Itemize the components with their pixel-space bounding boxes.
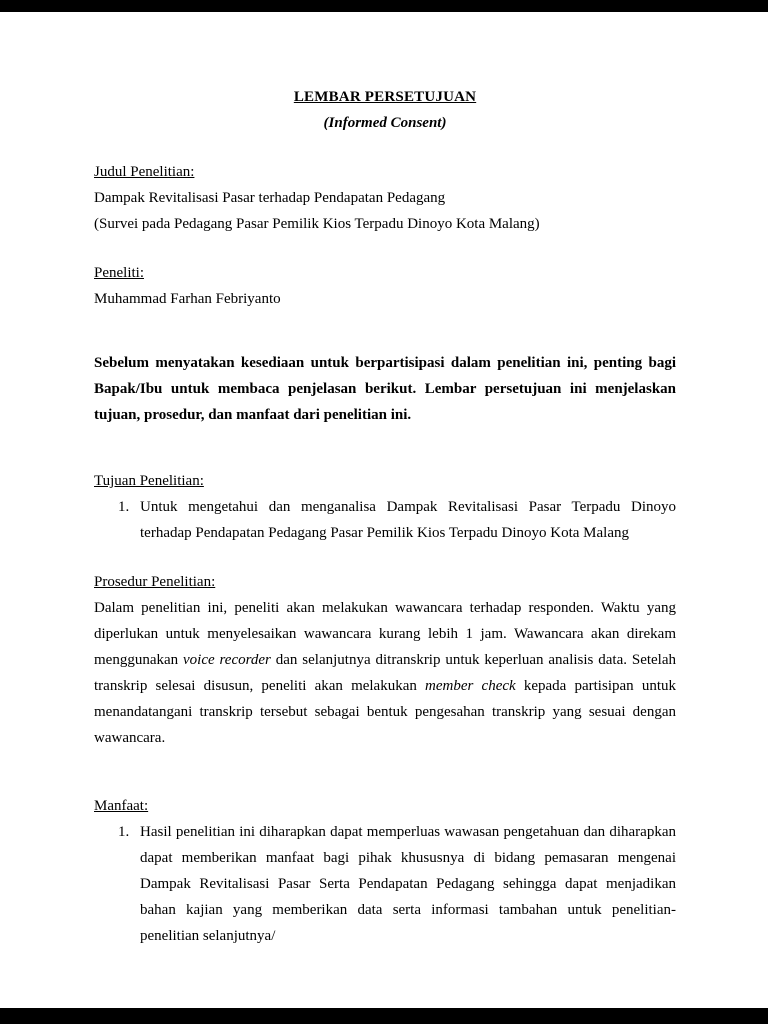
document-content bbox=[94, 84, 676, 949]
list-item-number: 1. bbox=[118, 824, 130, 840]
page-edge-top-bar bbox=[0, 0, 768, 12]
section-prosedur bbox=[94, 569, 676, 751]
intro-paragraph: Sebelum menyatakan kesediaan untuk berpartisipasi dalam penelitian ini, penting bagi Bapak/Ibu untuk membaca penjelasan berikut. Lembar persetujuan ini menjelaskan tujuan, prosedur, dan manfaat dari penelitian ini. bbox=[94, 355, 676, 423]
prosedur-heading: Prosedur Penelitian: bbox=[94, 574, 216, 590]
prosedur-italic-voice-recorder: voice recorder bbox=[183, 652, 271, 668]
spacer bbox=[94, 312, 676, 335]
document-subtitle: (Informed Consent) bbox=[323, 115, 447, 131]
section-peneliti bbox=[94, 260, 676, 312]
section-judul bbox=[94, 159, 676, 237]
document-title: LEMBAR PERSETUJUAN bbox=[293, 89, 477, 105]
judul-heading: Judul Penelitian: bbox=[94, 164, 195, 180]
spacer bbox=[94, 443, 676, 468]
list-item-number: 1. bbox=[118, 499, 130, 515]
spacer bbox=[94, 751, 676, 793]
judul-line1: Dampak Revitalisasi Pasar terhadap Pendapatan Pedagang bbox=[94, 190, 446, 206]
manfaat-heading: Manfaat: bbox=[94, 798, 149, 814]
prosedur-text-seg1: Dalam penelitian ini, peneliti akan melakukan wawancara terhadap responden. Waktu yang diperlukan untuk menyelesaikan wawancara kurang lebih 1 jam. Wawancara akan direkam menggunakan bbox=[94, 600, 676, 668]
spacer bbox=[94, 136, 676, 159]
tujuan-heading: Tujuan Penelitian: bbox=[94, 473, 204, 489]
spacer bbox=[94, 546, 676, 569]
prosedur-italic-member-check: member check bbox=[425, 678, 516, 694]
peneliti-name: Muhammad Farhan Febriyanto bbox=[94, 291, 281, 307]
prosedur-text-seg3: dan selanjutnya ditranskrip untuk keperluan analisis data. Setelah transkrip selesai disusun, peneliti akan melakukan bbox=[94, 652, 677, 694]
title-block bbox=[94, 84, 676, 136]
section-tujuan bbox=[94, 468, 676, 546]
list-item-text: Untuk mengetahui dan menganalisa Dampak Revitalisasi Pasar Terpadu Dinoyo terhadap Pendapatan Pedagang Pasar Pemilik Kios Terpadu Dinoyo Kota Malang bbox=[140, 499, 676, 541]
judul-line2: (Survei pada Pedagang Pasar Pemilik Kios Terpadu Dinoyo Kota Malang) bbox=[94, 216, 540, 232]
peneliti-heading: Peneliti: bbox=[94, 265, 144, 281]
tujuan-list-item bbox=[94, 494, 676, 546]
list-item-text: Hasil penelitian ini diharapkan dapat memperluas wawasan pengetahuan dan diharapkan dapat memberikan manfaat bagi pihak khususnya di bidang pemasaran mengenai Dampak Revitalisasi Pasar Serta Pendapatan Pedagang sehingga dapat menjadikan bahan kajian yang memberikan data serta informasi tambahan untuk penelitian-penelitian selanjutnya/ bbox=[140, 824, 676, 944]
page-edge-bottom-bar bbox=[0, 1008, 768, 1024]
section-manfaat bbox=[94, 793, 676, 949]
prosedur-text-seg5: kepada partisipan untuk menandatangani transkrip tersebut sebagai bentuk pengesahan transkrip yang sesuai dengan wawancara. bbox=[94, 678, 676, 746]
manfaat-list-item bbox=[94, 819, 676, 949]
spacer bbox=[94, 237, 676, 260]
prosedur-paragraph bbox=[94, 595, 676, 751]
